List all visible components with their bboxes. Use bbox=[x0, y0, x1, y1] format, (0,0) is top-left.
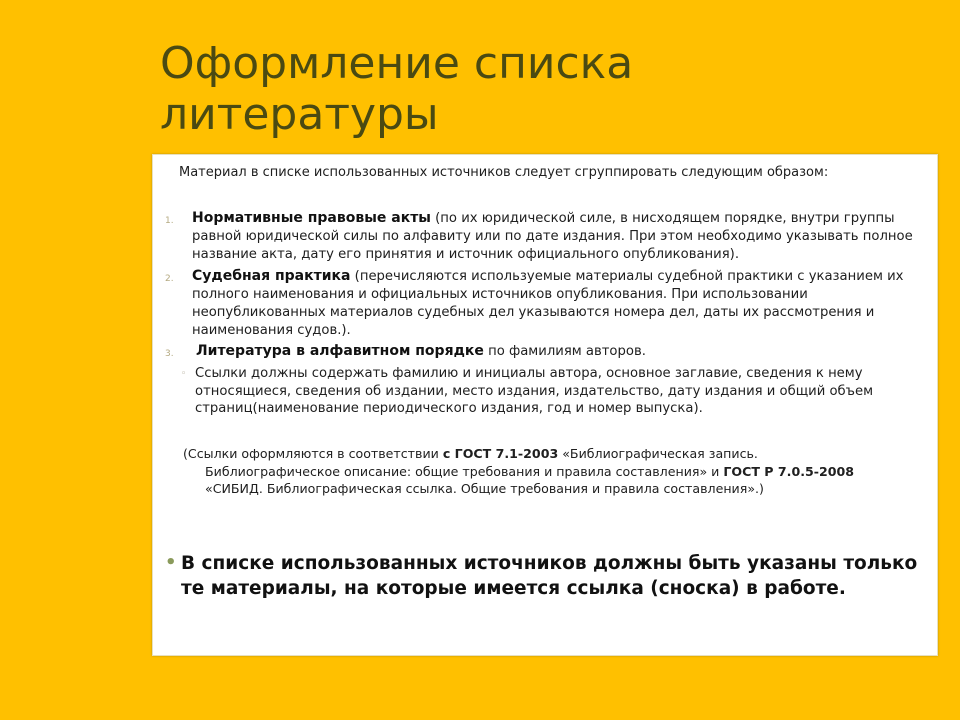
final-note-text: В списке использованных источников должны быть указаны только те материалы, на которые имеется ссылка (сноска) в работе. bbox=[181, 553, 918, 599]
list-item-heading: Нормативные правовые акты bbox=[192, 210, 431, 226]
list-item-heading: Судебная практика bbox=[192, 268, 351, 284]
gost-open: (Ссылки оформляются в соответствии bbox=[183, 446, 443, 461]
list-item-text bbox=[196, 342, 925, 361]
list-item-text bbox=[192, 267, 925, 340]
list-item-text bbox=[192, 209, 925, 264]
list-number: 3. bbox=[165, 349, 174, 359]
bullet-dot-icon: • bbox=[165, 552, 177, 573]
list-item-3 bbox=[165, 342, 925, 361]
sub-bullet-text: Ссылки должны содержать фамилию и инициалы автора, основное заглавие, сведения к нему относящиеся, сведения об издании, место издания, издательство, дату издания и общий объем страниц(наименование периодического издания, год и номер выпуска). bbox=[195, 366, 874, 417]
title-line-1: Оформление списка bbox=[160, 38, 634, 89]
gost-standard-1: с ГОСТ 7.1-2003 bbox=[442, 446, 559, 461]
gost-line-3: «СИБИД. Библиографическая ссылка. Общие требования и правила составления».) bbox=[205, 481, 764, 496]
gost-reference bbox=[183, 445, 923, 498]
list-number: 1. bbox=[165, 216, 174, 226]
list-item-body: (перечисляются используемые материалы судебной практики с указанием их полного наименования и официальных источников опубликования. При использовании неопубликованных материалов судебных дел указываются номера дел, даты их рассмотрения и наименования судов.). bbox=[192, 269, 904, 338]
list-item-body: (по их юридической силе, в нисходящем порядке, внутри группы равной юридической силы по алфавиту или по дате издания. При этом необходимо указывать полное название акта, дату его принятия и источник официального опубликования). bbox=[192, 211, 913, 262]
content-panel bbox=[152, 154, 938, 656]
circle-bullet-icon: ◦ bbox=[181, 369, 187, 379]
list-item-1 bbox=[165, 209, 925, 264]
page-title bbox=[160, 38, 920, 140]
list-number: 2. bbox=[165, 274, 174, 284]
intro-text: Материал в списке использованных источников следует сгруппировать следующим образом: bbox=[179, 165, 829, 180]
list-item-body: по фамилиям авторов. bbox=[483, 344, 646, 359]
title-line-2: литературы bbox=[160, 89, 439, 140]
list-item-heading: Литература в алфавитном порядке bbox=[196, 343, 484, 359]
list-item-2 bbox=[165, 267, 925, 340]
gost-line-2 bbox=[205, 463, 923, 481]
gost-line-1 bbox=[183, 445, 923, 463]
gost-text-1: «Библиографическая запись. bbox=[558, 446, 758, 461]
final-note bbox=[165, 551, 925, 601]
sub-bullet bbox=[181, 365, 921, 418]
gost-text-2: Библиографическое описание: общие требования и правила составления» и bbox=[205, 463, 724, 479]
gost-standard-2: ГОСТ Р 7.0.5-2008 bbox=[723, 463, 855, 479]
